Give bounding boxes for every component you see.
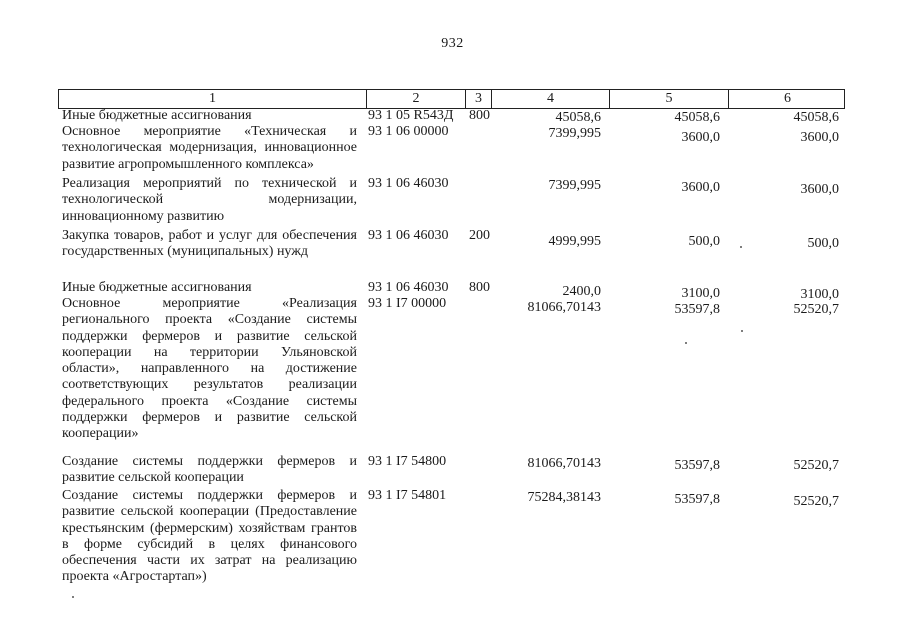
row-name: Реализация мероприятий по технической и технологической модернизации, инновационному развитию	[62, 176, 357, 224]
row-value-col5: 45058,6	[674, 110, 720, 125]
row-code: 93 1 05 R543Д	[368, 108, 454, 123]
scan-speck	[741, 330, 743, 332]
row-value-col4: 45058,6	[555, 110, 601, 125]
page-number: 932	[441, 36, 464, 51]
row-value-col6: 52520,7	[793, 458, 839, 473]
row-value-col6: 45058,6	[793, 110, 839, 125]
header-col-5: 5	[610, 90, 729, 108]
row-code: 93 1 06 46030	[368, 176, 449, 191]
row-name: Иные бюджетные ассигнования	[62, 108, 252, 123]
row-code: 93 1 I7 00000	[368, 296, 447, 311]
header-col-1: 1	[59, 90, 367, 108]
scan-speck	[72, 596, 74, 598]
table-header	[58, 89, 845, 109]
row-code: 93 1 06 00000	[368, 124, 449, 139]
row-value-col4: 81066,70143	[527, 456, 601, 471]
row-value-col6: 500,0	[807, 236, 839, 251]
row-type: 800	[469, 280, 490, 295]
row-value-col4: 81066,70143	[527, 300, 601, 315]
row-value-col6: 52520,7	[793, 494, 839, 509]
header-col-2: 2	[367, 90, 466, 108]
scan-speck	[740, 246, 742, 248]
row-value-col4: 4999,995	[548, 234, 601, 249]
row-value-col6: 52520,7	[793, 302, 839, 317]
row-value-col5: 500,0	[688, 234, 720, 249]
row-code: 93 1 I7 54801	[368, 488, 447, 503]
row-value-col6: 3100,0	[800, 287, 839, 302]
row-name: Закупка товаров, работ и услуг для обеспечения государственных (муниципальных) нужд	[62, 228, 357, 260]
row-value-col4: 2400,0	[562, 284, 601, 299]
row-name: Основное мероприятие «Реализация регионального проекта «Создание системы поддержки фермеров и развитие сельской кооперации на территории Ульяновской области», направленного на достижение соответствующих результатов реализации федерального проекта «Создание системы поддержки фермеров и развитие сельской кооперации»	[62, 296, 357, 442]
scan-speck	[685, 342, 687, 344]
row-value-col5: 53597,8	[674, 458, 720, 473]
row-value-col6: 3600,0	[800, 182, 839, 197]
row-code: 93 1 06 46030	[368, 228, 449, 243]
row-value-col5: 3100,0	[681, 286, 720, 301]
header-col-3: 3	[466, 90, 492, 108]
row-name: Основное мероприятие «Техническая и технологическая модернизация, инновационное развитие агропромышленного комплекса»	[62, 124, 357, 172]
row-code: 93 1 I7 54800	[368, 454, 447, 469]
row-type: 800	[469, 108, 490, 123]
row-value-col4: 7399,995	[548, 178, 601, 193]
row-value-col6: 3600,0	[800, 130, 839, 145]
row-type: 200	[469, 228, 490, 243]
row-value-col5: 53597,8	[674, 302, 720, 317]
row-value-col4: 75284,38143	[527, 490, 601, 505]
row-code: 93 1 06 46030	[368, 280, 449, 295]
header-col-4: 4	[492, 90, 610, 108]
header-col-6: 6	[784, 91, 791, 106]
row-value-col4: 7399,995	[548, 126, 601, 141]
row-value-col5: 3600,0	[681, 180, 720, 195]
row-value-col5: 53597,8	[674, 492, 720, 507]
row-name: Иные бюджетные ассигнования	[62, 280, 252, 295]
row-name: Создание системы поддержки фермеров и развитие сельской кооперации	[62, 454, 357, 486]
row-name: Создание системы поддержки фермеров и развитие сельской кооперации (Предоставление крестьянским (фермерским) хозяйствам грантов в форме субсидий в целях финансового обеспечения части их затрат на реализацию проекта «Агростартап»)	[62, 488, 357, 585]
row-value-col5: 3600,0	[681, 130, 720, 145]
